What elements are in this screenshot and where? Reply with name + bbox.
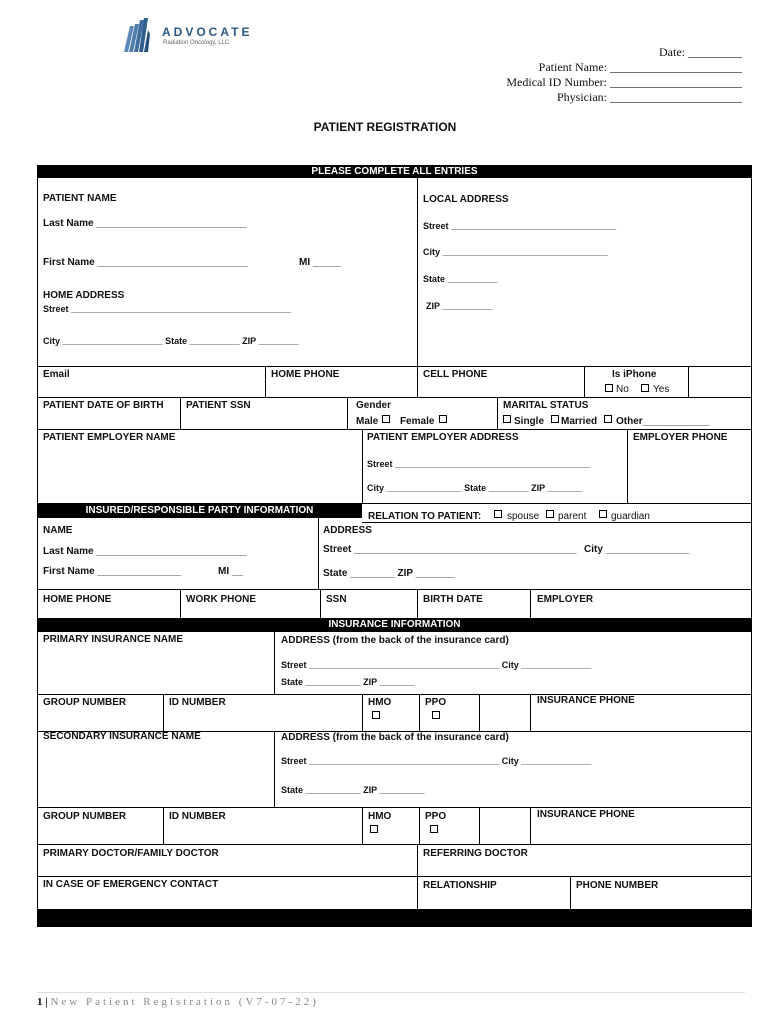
group-number-label: GROUP NUMBER	[43, 697, 127, 708]
divider	[274, 632, 275, 694]
last-name-field[interactable]: Last Name ___________________________	[43, 218, 247, 229]
home-address-label: HOME ADDRESS	[43, 290, 125, 301]
email-label: Email	[43, 369, 70, 380]
logo	[120, 16, 260, 56]
divider	[479, 808, 480, 844]
secondary-hmo-label: HMO	[368, 811, 392, 822]
dob-label: PATIENT DATE OF BIRTH	[43, 400, 164, 411]
marital-status-label: MARITAL STATUS	[503, 400, 589, 411]
divider	[37, 589, 752, 590]
divider	[570, 877, 571, 909]
divider	[479, 695, 480, 731]
footer-text: New Patient Registration (V7-07-22)	[50, 996, 319, 1008]
secondary-insurance-phone-label: INSURANCE PHONE	[537, 809, 635, 820]
ppo-checkbox[interactable]	[432, 711, 440, 719]
primary-insurance-name-label: PRIMARY INSURANCE NAME	[43, 634, 184, 645]
female-label: Female	[400, 416, 435, 427]
divider	[419, 808, 420, 844]
divider	[627, 430, 628, 503]
parent-checkbox[interactable]	[546, 510, 554, 518]
hmo-checkbox[interactable]	[372, 711, 380, 719]
footer-rule	[37, 992, 745, 993]
divider	[163, 808, 164, 844]
cell-phone-label: CELL PHONE	[423, 369, 488, 380]
insured-state-zip-field[interactable]: State ________ ZIP _______	[323, 568, 455, 579]
divider	[530, 695, 531, 731]
page-title: PATIENT REGISTRATION	[313, 120, 457, 134]
secondary-ppo-label: PPO	[425, 811, 447, 822]
header-date: Date: _________	[659, 45, 742, 59]
divider	[584, 367, 585, 397]
divider	[530, 808, 531, 844]
hmo-label: HMO	[368, 697, 392, 708]
divider	[274, 732, 275, 807]
divider	[688, 367, 689, 397]
divider	[163, 695, 164, 731]
bottom-bar	[37, 909, 752, 927]
spouse-label: spouse	[507, 511, 540, 522]
secondary-id-number-label: ID NUMBER	[169, 811, 226, 822]
bar-insurance: INSURANCE INFORMATION	[37, 618, 752, 632]
insured-ssn-label: SSN	[326, 594, 347, 605]
divider	[362, 695, 363, 731]
primary-insurance-street-field[interactable]: Street ______________________________________ City ______________	[281, 660, 592, 670]
guardian-label: guardian	[611, 511, 650, 522]
ssn-label: PATIENT SSN	[186, 400, 251, 411]
employer-name-label: PATIENT EMPLOYER NAME	[43, 432, 176, 443]
divider	[417, 178, 418, 366]
male-label: Male	[356, 416, 379, 427]
local-street-field[interactable]: Street _________________________________	[423, 221, 617, 231]
secondary-insurance-name-label: SECONDARY INSURANCE NAME	[43, 731, 201, 742]
emergency-contact-label: IN CASE OF EMERGENCY CONTACT	[43, 879, 219, 890]
insured-city-field[interactable]: City _______________	[584, 544, 690, 555]
divider	[417, 590, 418, 618]
guardian-checkbox[interactable]	[599, 510, 607, 518]
divider	[37, 397, 752, 398]
iphone-no-label: No	[616, 384, 629, 395]
insured-name-label: NAME	[43, 525, 73, 536]
header-medical-id: Medical ID Number: ______________________	[506, 75, 742, 89]
divider	[320, 590, 321, 618]
insured-last-name-field[interactable]: Last Name ___________________________	[43, 546, 247, 557]
employer-street-field[interactable]: Street _______________________________________	[367, 459, 591, 469]
divider	[419, 695, 420, 731]
insurance-phone-label: INSURANCE PHONE	[537, 695, 635, 706]
primary-insurance-address-label: ADDRESS (from the back of the insurance card)	[281, 635, 509, 646]
patient-name-label: PATIENT NAME	[43, 193, 117, 204]
local-city-field[interactable]: City _________________________________	[423, 247, 608, 257]
divider	[530, 590, 531, 618]
secondary-insurance-state-zip-field[interactable]: State ___________ ZIP _________	[281, 785, 425, 795]
header-physician: Physician: ______________________	[557, 90, 742, 104]
home-street-field[interactable]: Street ____________________________________________	[43, 304, 292, 314]
single-label: Single	[514, 416, 545, 427]
insured-work-phone-label: WORK PHONE	[186, 594, 256, 605]
id-number-label: ID NUMBER	[169, 697, 226, 708]
divider	[265, 367, 266, 397]
divider	[318, 518, 319, 589]
relationship-label: RELATIONSHIP	[423, 880, 497, 891]
iphone-yes-checkbox[interactable]	[641, 384, 649, 392]
insured-mi-field[interactable]: MI __	[218, 566, 244, 577]
other-checkbox[interactable]	[604, 415, 612, 423]
married-label: Married	[561, 416, 598, 427]
other-field[interactable]: Other____________	[616, 416, 710, 427]
secondary-insurance-street-field[interactable]: Street ______________________________________ City ______________	[281, 756, 592, 766]
employer-phone-label: EMPLOYER PHONE	[633, 432, 728, 443]
home-city-state-zip-field[interactable]: City ____________________ State __________ ZIP ________	[43, 336, 299, 346]
divider	[362, 808, 363, 844]
divider	[180, 590, 181, 618]
divider	[180, 398, 181, 429]
local-address-label: LOCAL ADDRESS	[423, 194, 509, 205]
footer: 1 | New Patient Registration (V7-07-22)	[37, 996, 319, 1008]
secondary-insurance-address-label: ADDRESS (from the back of the insurance card)	[281, 732, 509, 743]
divider	[362, 430, 363, 503]
relation-label: RELATION TO PATIENT:	[368, 511, 482, 522]
insured-address-label: ADDRESS	[323, 525, 372, 536]
ppo-label: PPO	[425, 697, 447, 708]
referring-doctor-label: REFERRING DOCTOR	[423, 848, 528, 859]
local-state-field[interactable]: State __________	[423, 274, 498, 284]
bar-insured: INSURED/RESPONSIBLE PARTY INFORMATION	[37, 504, 362, 518]
primary-insurance-state-zip-field[interactable]: State ___________ ZIP _______	[281, 677, 415, 687]
parent-label: parent	[558, 511, 587, 522]
header-patient-name: Patient Name: ______________________	[538, 60, 742, 74]
bar-complete: PLEASE COMPLETE ALL ENTRIES	[37, 165, 752, 178]
page-number: 1	[37, 996, 43, 1008]
first-name-field[interactable]: First Name ___________________________	[43, 257, 248, 268]
spouse-checkbox[interactable]	[494, 510, 502, 518]
divider	[417, 367, 418, 397]
divider	[37, 429, 752, 430]
logo-subtitle: Radiation Oncology, LLC	[163, 40, 230, 46]
employer-city-field[interactable]: City _______________ State ________ ZIP _______	[367, 483, 583, 493]
local-zip-field[interactable]: ZIP __________	[426, 301, 493, 311]
divider	[37, 807, 752, 808]
divider	[362, 522, 752, 523]
gender-label: Gender	[356, 400, 392, 411]
logo-mark-icon	[120, 16, 162, 54]
employer-address-label: PATIENT EMPLOYER ADDRESS	[367, 432, 519, 443]
insured-street-field[interactable]: Street ________________________________________	[323, 544, 577, 555]
insured-employer-label: EMPLOYER	[537, 594, 594, 605]
divider	[37, 694, 752, 695]
iphone-yes-label: Yes	[653, 384, 670, 395]
insured-birth-date-label: BIRTH DATE	[423, 594, 483, 605]
male-checkbox[interactable]	[382, 415, 390, 423]
married-checkbox[interactable]	[551, 415, 559, 423]
divider	[37, 844, 752, 845]
secondary-hmo-checkbox[interactable]	[370, 825, 378, 833]
home-phone-label: HOME PHONE	[271, 369, 340, 380]
divider	[37, 876, 752, 877]
is-iphone-label: Is iPhone	[612, 369, 657, 380]
secondary-ppo-checkbox[interactable]	[430, 825, 438, 833]
insured-home-phone-label: HOME PHONE	[43, 594, 112, 605]
single-checkbox[interactable]	[503, 415, 511, 423]
divider	[497, 398, 498, 429]
iphone-no-checkbox[interactable]	[605, 384, 613, 392]
divider	[347, 398, 348, 429]
secondary-group-number-label: GROUP NUMBER	[43, 811, 127, 822]
phone-number-label: PHONE NUMBER	[576, 880, 659, 891]
logo-name: ADVOCATE	[162, 25, 253, 39]
divider	[417, 845, 418, 909]
female-checkbox[interactable]	[439, 415, 447, 423]
mi-field[interactable]: MI _____	[299, 257, 341, 268]
divider	[37, 366, 752, 367]
insured-first-name-field[interactable]: First Name _______________	[43, 566, 181, 577]
primary-doctor-label: PRIMARY DOCTOR/FAMILY DOCTOR	[43, 848, 219, 859]
